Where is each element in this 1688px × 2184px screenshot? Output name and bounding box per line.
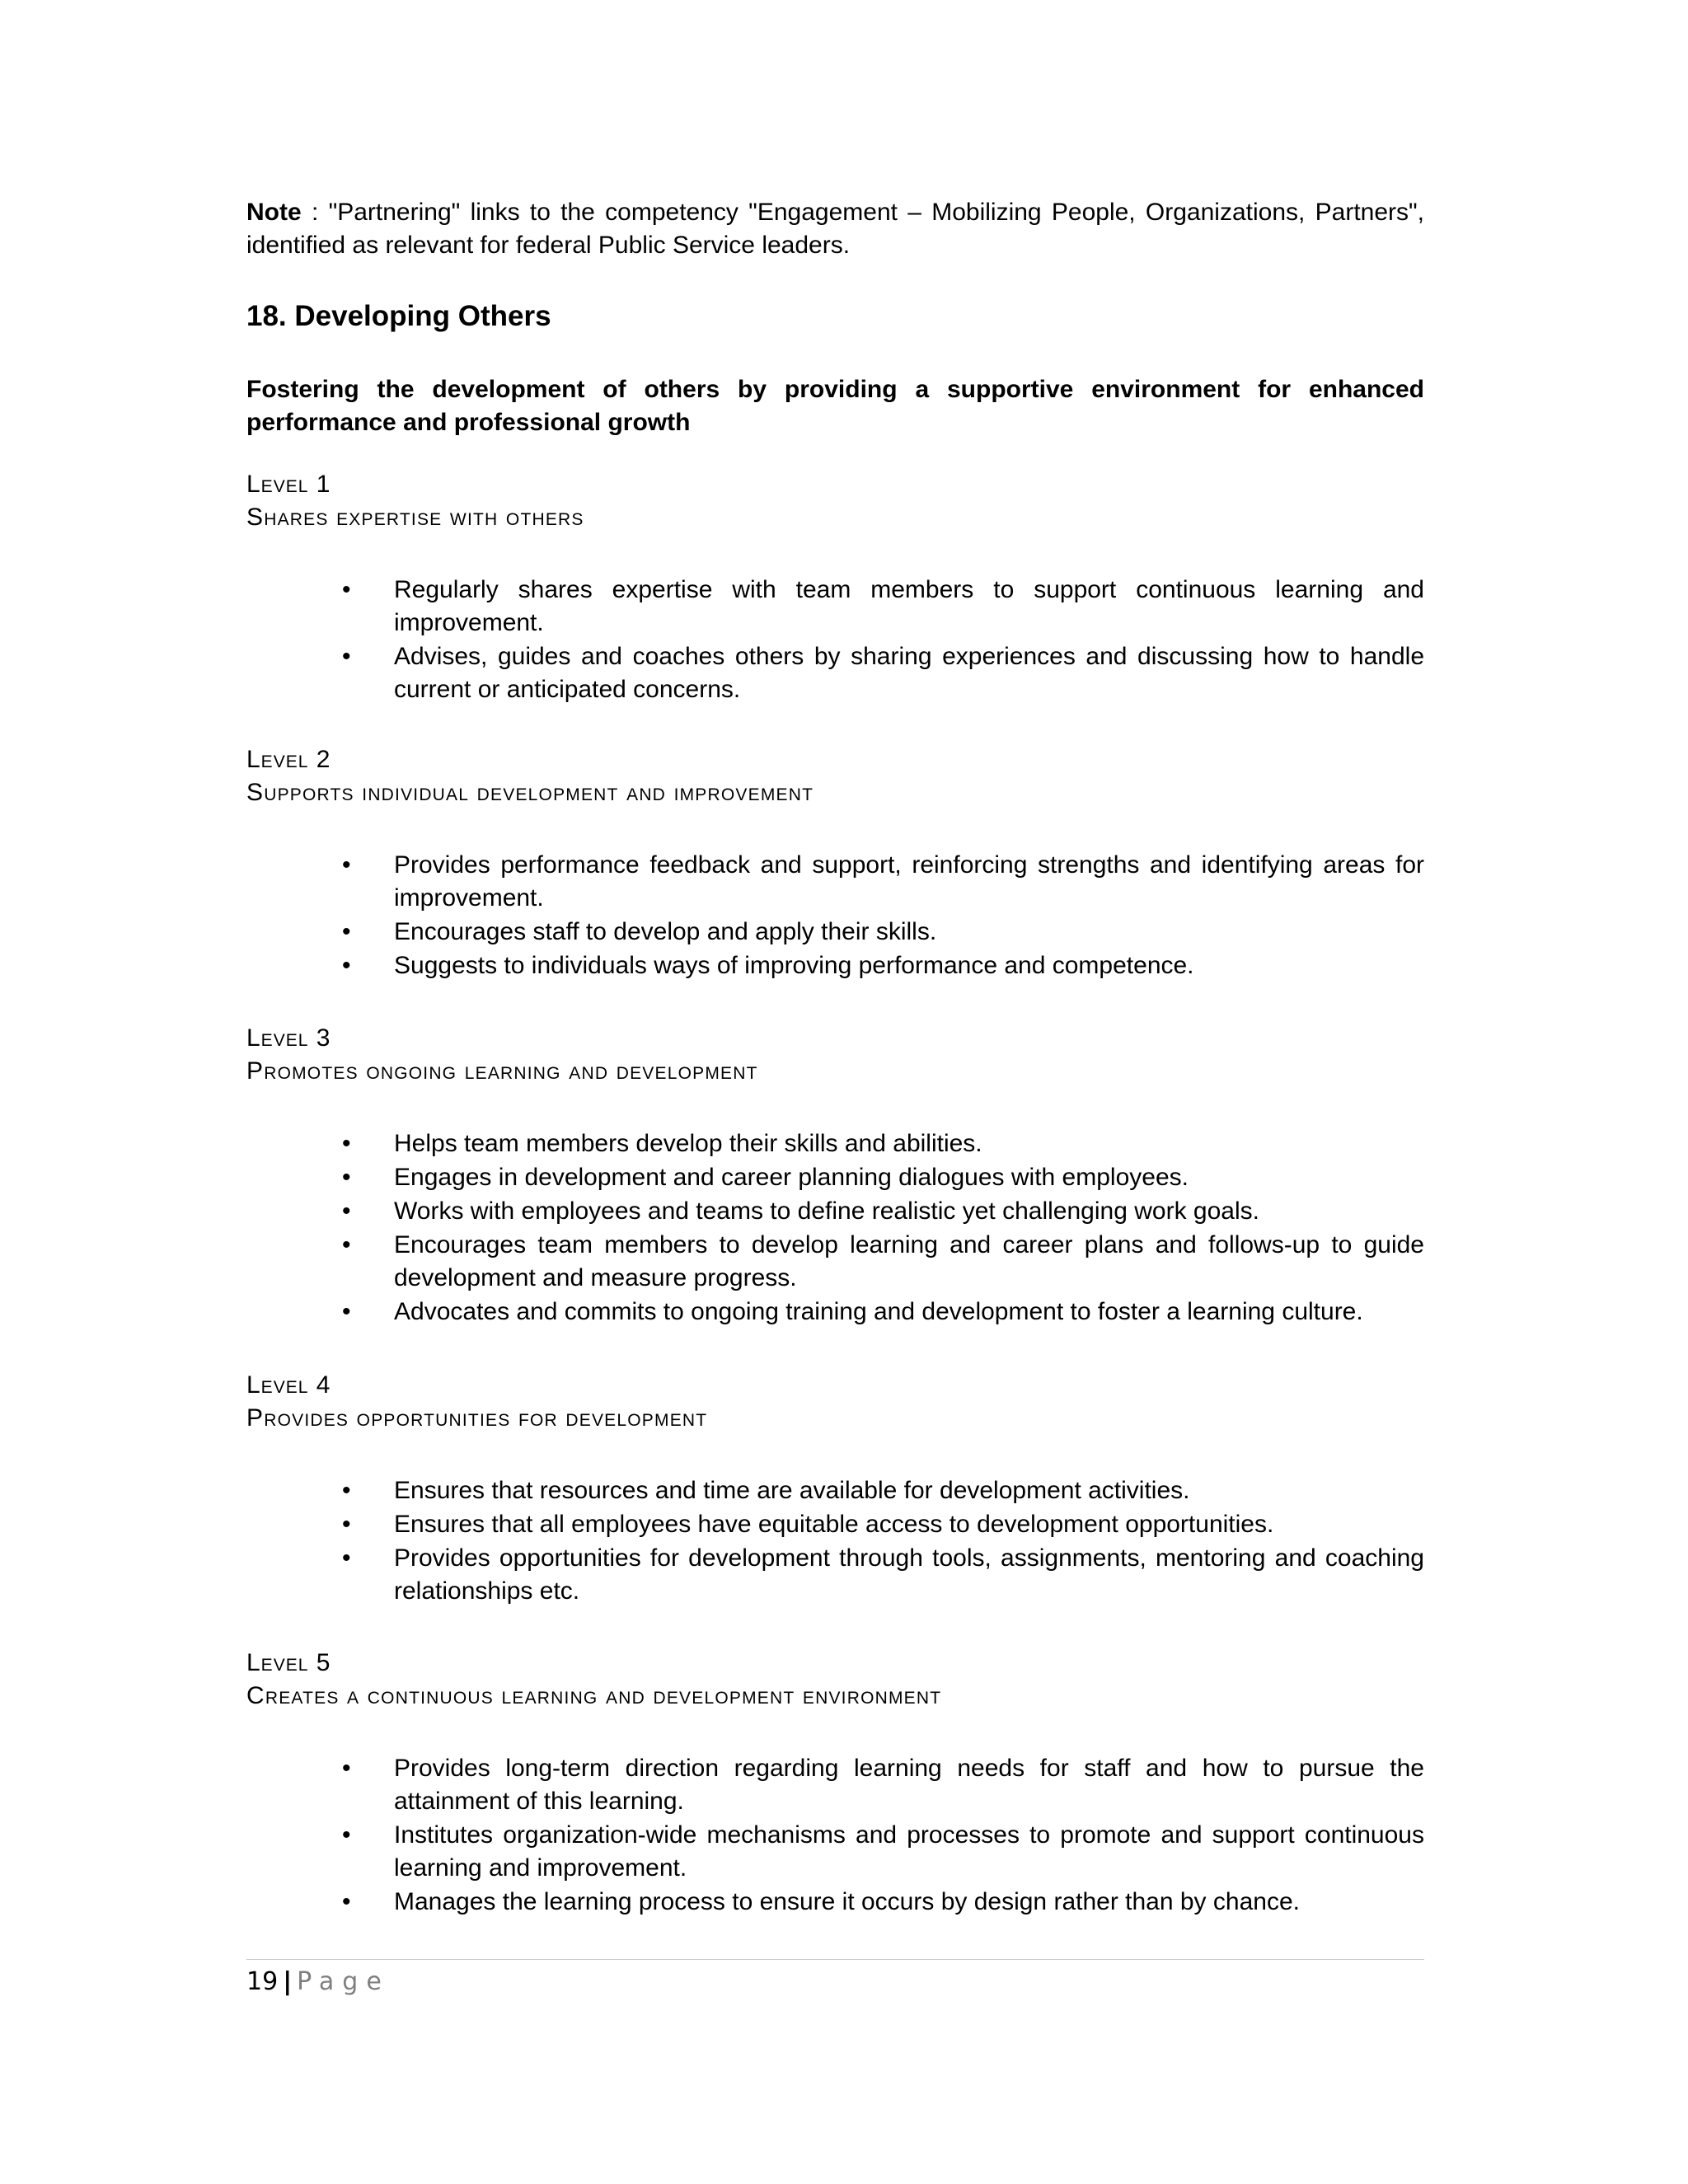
section-title: 18. Developing Others xyxy=(246,300,551,332)
note-paragraph xyxy=(246,196,1424,262)
bullet-icon: • xyxy=(342,1477,351,1504)
level-title: Level 3 xyxy=(246,1024,331,1052)
level-subtitle: Provides opportunities for development xyxy=(246,1404,708,1432)
bullet-icon: • xyxy=(342,918,351,945)
level-5-heading xyxy=(246,1647,1424,1713)
level-2-bullet-list xyxy=(246,849,1424,983)
list-item: • Works with employees and teams to define realistic yet challenging work goals. xyxy=(246,1195,1424,1228)
bullet-icon: • xyxy=(342,1130,351,1157)
page-number: 19 xyxy=(246,1967,279,1996)
level-1-heading xyxy=(246,468,1424,534)
bullet-icon: • xyxy=(342,1164,351,1191)
level-title: Level 2 xyxy=(246,746,331,773)
list-item: • Provides long-term direction regarding learning needs for staff and how to pursue the attainment of this learning. xyxy=(246,1752,1424,1818)
list-item: • Advises, guides and coaches others by sharing experiences and discussing how to handle current or anticipated concerns. xyxy=(246,640,1424,706)
bullet-icon: • xyxy=(342,643,351,670)
level-3-bullet-list xyxy=(246,1127,1424,1329)
page-label: Page xyxy=(297,1967,390,1996)
list-item: • Encourages team members to develop learning and career plans and follows-up to guide development and measure progress. xyxy=(246,1229,1424,1295)
note-label: Note xyxy=(246,199,302,226)
note-text: : "Partnering" links to the competency "Engagement – Mobilizing People, Organizations, Partners", identified as relevant for federal Public Service leaders. xyxy=(246,199,1424,259)
page-footer xyxy=(246,1966,390,1999)
level-subtitle: Shares expertise with others xyxy=(246,504,584,531)
list-item: • Provides opportunities for development through tools, assignments, mentoring and coaching relationships etc. xyxy=(246,1542,1424,1608)
bullet-icon: • xyxy=(342,1511,351,1538)
list-item: • Advocates and commits to ongoing training and development to foster a learning culture. xyxy=(246,1296,1424,1329)
level-1-bullet-list xyxy=(246,574,1424,707)
level-4-heading xyxy=(246,1369,1424,1435)
bullet-icon: • xyxy=(342,1888,351,1915)
bullet-icon: • xyxy=(342,952,351,979)
level-2-heading xyxy=(246,743,1424,809)
list-item: • Encourages staff to develop and apply their skills. xyxy=(246,916,1424,949)
footer-separator: | xyxy=(283,1967,293,1996)
list-item: • Helps team members develop their skills and abilities. xyxy=(246,1127,1424,1160)
level-title: Level 4 xyxy=(246,1371,331,1399)
list-item: • Suggests to individuals ways of improving performance and competence. xyxy=(246,949,1424,982)
bullet-icon: • xyxy=(342,1821,351,1849)
bullet-icon: • xyxy=(342,1231,351,1258)
level-title: Level 1 xyxy=(246,471,331,498)
list-item: • Ensures that resources and time are available for development activities. xyxy=(246,1474,1424,1507)
competency-definition: Fostering the development of others by providing a supportive environment for enhanced performance and professional growth xyxy=(246,376,1424,436)
list-item: • Ensures that all employees have equitable access to development opportunities. xyxy=(246,1508,1424,1541)
level-3-heading xyxy=(246,1022,1424,1088)
level-title: Level 5 xyxy=(246,1649,331,1676)
level-5-bullet-list xyxy=(246,1752,1424,1919)
footer-divider xyxy=(246,1959,1424,1960)
list-item: • Manages the learning process to ensure it occurs by design rather than by chance. xyxy=(246,1886,1424,1919)
level-subtitle: Promotes ongoing learning and development xyxy=(246,1057,758,1085)
level-subtitle: Creates a continuous learning and development environment xyxy=(246,1682,942,1709)
level-subtitle: Supports individual development and improvement xyxy=(246,779,814,806)
bullet-icon: • xyxy=(342,576,351,603)
level-4-bullet-list xyxy=(246,1474,1424,1609)
bullet-icon: • xyxy=(342,1755,351,1782)
list-item: • Provides performance feedback and support, reinforcing strengths and identifying areas for improvement. xyxy=(246,849,1424,915)
bullet-icon: • xyxy=(342,1197,351,1225)
bullet-icon: • xyxy=(342,1544,351,1572)
bullet-icon: • xyxy=(342,1298,351,1325)
list-item: • Regularly shares expertise with team members to support continuous learning and improvement. xyxy=(246,574,1424,640)
bullet-icon: • xyxy=(342,851,351,879)
list-item: • Institutes organization-wide mechanisms and processes to promote and support continuous learning and improvement. xyxy=(246,1819,1424,1885)
list-item: • Engages in development and career planning dialogues with employees. xyxy=(246,1161,1424,1194)
